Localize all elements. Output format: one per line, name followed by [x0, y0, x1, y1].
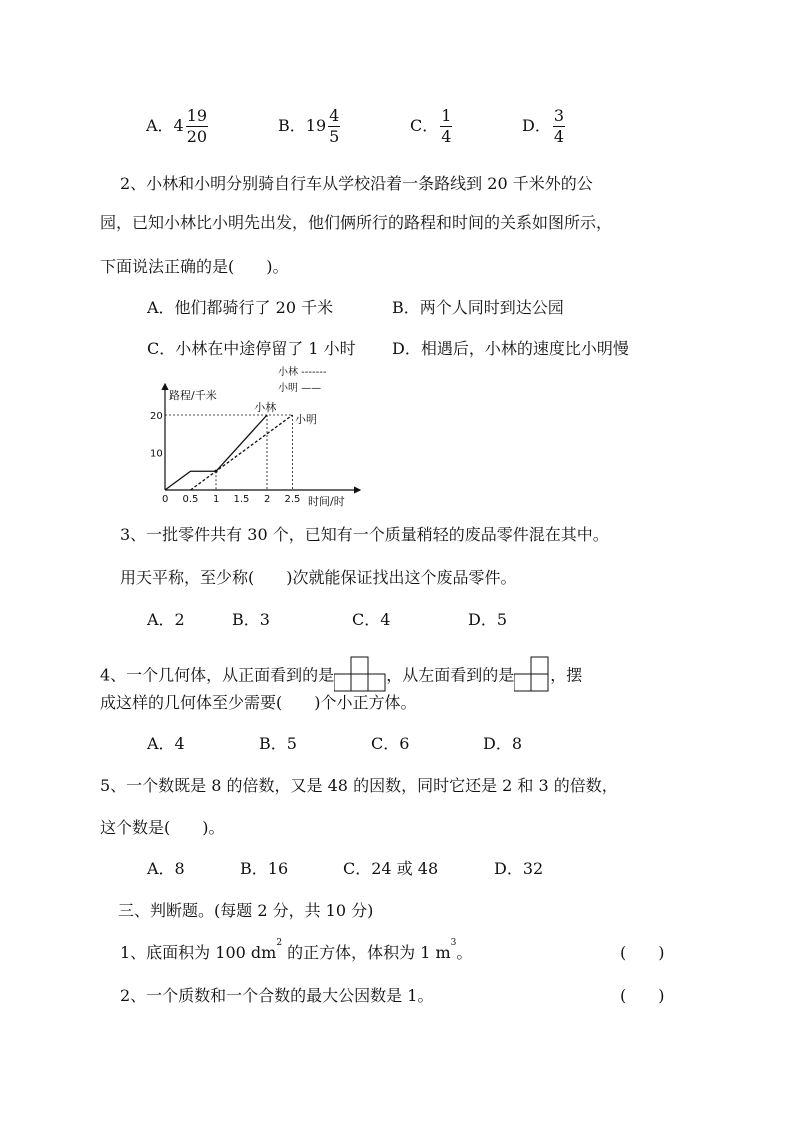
left-view-shape-icon: [514, 656, 550, 692]
fraction-numerator: 4: [329, 106, 340, 125]
q4-option-a: A．4: [147, 734, 185, 753]
q1-option-c: [410, 106, 452, 147]
judgment-2: 2、一个质数和一个合数的最大公因数是 1。: [120, 986, 434, 1005]
fraction-numerator: 19: [186, 106, 208, 125]
judgment-1-text: 1、底面积为 100 dm: [120, 943, 277, 962]
chart-series-xiaoming-line: [191, 415, 293, 490]
q2-line2: 园，已知小林比小明先出发，他们俩所行的路程和时间的关系如图所示，: [100, 213, 613, 232]
q1-option-a-fraction: [186, 106, 208, 147]
chart-legend-xiaolin: 小林 -------: [278, 367, 327, 378]
fraction-denominator: 5: [329, 127, 340, 146]
q5-option-b: B．16: [240, 859, 289, 878]
q4-text-part2: ，从左面看到的是: [386, 665, 515, 685]
chart-series-xiaolin-line: [165, 415, 267, 490]
q1-option-d: [522, 106, 565, 147]
chart-meeting-point: [214, 470, 217, 473]
q5-option-c: C．24 或 48: [343, 859, 439, 878]
chart-y-tick-label: 20: [150, 411, 163, 422]
fraction-denominator: 4: [441, 127, 452, 146]
q5-line2: 这个数是( )。: [100, 818, 225, 837]
q2-option-b: B．两个人同时到达公园: [392, 298, 564, 317]
q1-option-d-fraction: [553, 106, 565, 147]
q4-option-b: B．5: [259, 734, 297, 753]
q3-option-c: C．4: [352, 610, 391, 629]
front-view-shape-icon: [334, 656, 386, 692]
q4-line2: 成这样的几何体至少需要( )个小正方体。: [100, 693, 417, 712]
q1-option-b-label: B．19: [278, 116, 327, 135]
superscript-2: 2: [276, 938, 283, 948]
q1-option-a: [146, 106, 208, 147]
fraction-numerator: 3: [553, 106, 565, 125]
q5-option-a: A．8: [147, 859, 185, 878]
q5-option-d: D．32: [494, 859, 544, 878]
chart-x-tick-label: 1: [213, 494, 220, 505]
q4-text-part3: ，摆: [550, 665, 583, 685]
judgment-1-answer-blank: ( ): [620, 943, 665, 962]
q1-option-a-label: A．4: [146, 116, 184, 135]
q2-line1: 2、小林和小明分别骑自行车从学校沿着一条路线到 20 千米外的公: [120, 174, 593, 193]
chart-x-tick-label: 0: [162, 494, 169, 505]
q2-line3: 下面说法正确的是( )。: [100, 257, 289, 276]
q4-text-part1: 4、一个几何体，从正面看到的是: [100, 665, 335, 685]
q3-option-b: B．3: [232, 610, 270, 629]
fraction-numerator: 1: [441, 106, 452, 125]
q2-option-d: D．相遇后，小林的速度比小明慢: [392, 339, 629, 358]
q4-option-d: D．8: [483, 734, 523, 753]
judgment-2-answer-blank: ( ): [620, 986, 665, 1005]
chart-legend-xiaoming: 小明 ——: [278, 383, 322, 394]
q3-line2: 用天平称，至少称( )次就能保证找出这个废品零件。: [120, 568, 517, 587]
judgment-1: [120, 940, 472, 963]
q3-option-d: D．5: [468, 610, 508, 629]
q3-line1: 3、一批零件共有 30 个，已知有一个质量稍轻的废品零件混在其中。: [120, 525, 609, 544]
chart-x-tick-label: 1.5: [233, 494, 250, 505]
fraction-denominator: 4: [553, 127, 565, 146]
q2-option-c: C．小林在中途停留了 1 小时: [147, 339, 356, 358]
q1-option-c-label: C．: [410, 116, 439, 135]
fraction-denominator: 20: [186, 127, 208, 146]
chart-x-tick-label: 2.5: [284, 494, 301, 505]
chart-series-label-xiaolin: 小林: [254, 401, 277, 414]
q1-option-b-fraction: [328, 106, 340, 147]
chart-series-label-xiaoming: 小明: [295, 413, 318, 426]
q2-option-a: A．他们都骑行了 20 千米: [147, 298, 334, 317]
q1-option-c-fraction: [440, 106, 452, 147]
q1-option-b: [278, 106, 340, 147]
superscript-3: 3: [450, 938, 457, 948]
chart-xlabel: 时间/时: [308, 495, 345, 508]
judgment-1-text2: 的正方体，体积为 1 m: [282, 943, 451, 962]
distance-time-chart: [150, 364, 380, 512]
chart-x-tick-label: 2: [264, 494, 271, 505]
q4-option-c: C．6: [371, 734, 410, 753]
chart-x-tick-label: 0.5: [182, 494, 199, 505]
q3-option-a: A．2: [147, 610, 185, 629]
q5-line1: 5、一个数既是 8 的倍数，又是 48 的因数，同时它还是 2 和 3 的倍数，: [100, 776, 618, 795]
chart-ylabel: 路程/千米: [169, 389, 217, 402]
judgment-1-end: 。: [456, 943, 473, 962]
section3-heading: 三、判断题。(每题 2 分，共 10 分): [118, 901, 374, 920]
q1-option-d-label: D．: [522, 116, 551, 135]
chart-y-tick-label: 10: [150, 448, 163, 460]
